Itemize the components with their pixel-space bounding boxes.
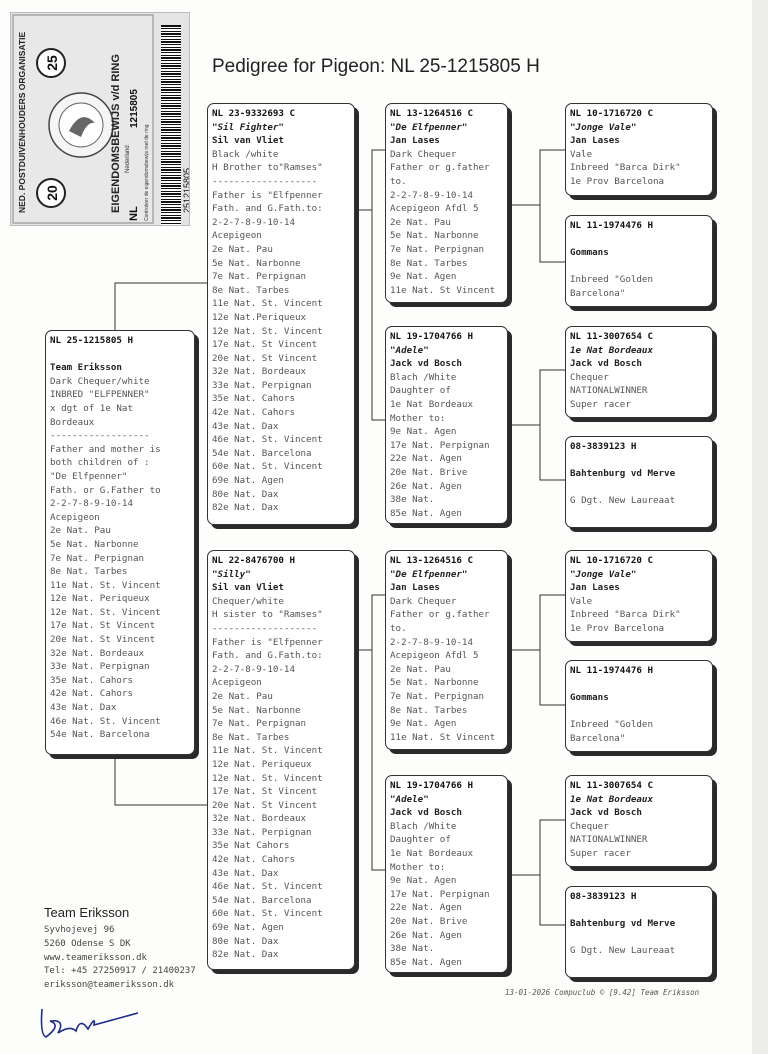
pedigree-line: NATIONALWINNER [570, 834, 648, 846]
breeder-name: Jack vd Bosch [570, 807, 642, 819]
pedigree-line: ------------------ [50, 430, 150, 442]
pedigree-line: Acepigeon [212, 230, 262, 242]
pedigree-line: 82e Nat. Dax [212, 502, 279, 514]
pedigree-line: Inbreed "Golden [570, 719, 653, 731]
pedigree-line: 54e Nat. Barcelona [212, 894, 312, 906]
pedigree-line: 43e Nat. Dax [50, 702, 117, 714]
pedigree-line: 26e Nat. Agen [390, 480, 462, 492]
pedigree-line: Super racer [570, 398, 631, 410]
spacer [570, 678, 712, 692]
pedigree-line: 33e Nat. Perpignan [212, 379, 312, 391]
footer-web[interactable]: www.teameriksson.dk [44, 953, 147, 963]
ring-doc-text: EIGENDOMSBEWIJS v/d RING [110, 54, 122, 213]
pedigree-line: 2e Nat. Pau [212, 690, 273, 702]
pedigree-line: Fath. and G.Fath.to: [212, 203, 323, 215]
pigeon-name: "De Elfpenner" [390, 121, 468, 133]
card-father[interactable] [207, 103, 355, 525]
pedigree-line: 80e Nat. Dax [212, 488, 279, 500]
ring-id: NL 11-3007654 C [570, 331, 653, 342]
footer-tel: Tel: +45 27250917 / 21400237 [44, 966, 196, 976]
pedigree-line: Chequer [570, 371, 609, 383]
pedigree-line: Barcelona" [570, 732, 626, 744]
pigeon-name: 1e Nat Bordeaux [570, 793, 653, 805]
pedigree-line: 5e Nat. Narbonne [212, 257, 301, 269]
pedigree-line: 85e Nat. Agen [390, 507, 462, 519]
card-mfm[interactable] [565, 660, 713, 752]
pedigree-line: 2-2-7-8-9-10-14 [212, 216, 295, 228]
pedigree-line: 22e Nat. Agen [390, 453, 462, 465]
card-fff[interactable] [565, 103, 713, 196]
pedigree-line: 11e Nat. St. Vincent [50, 579, 161, 591]
breeder-name: Gommans [570, 247, 609, 259]
pedigree-line: 5e Nat. Narbonne [390, 230, 479, 242]
ring-country: NL [128, 206, 140, 221]
card-mmm[interactable] [565, 886, 713, 978]
pedigree-line: Inbreed "Barca Dirk" [570, 609, 681, 621]
pedigree-line: Dark Chequer/white [50, 375, 150, 387]
pedigree-line: 1e Nat Bordeaux [390, 398, 473, 410]
pedigree-line: 7e Nat. Perpignan [212, 271, 307, 283]
page-title: Pedigree for Pigeon: NL 25-1215805 H [212, 56, 540, 77]
card-mff[interactable] [565, 550, 713, 642]
pedigree-line: Fath. or G.Father to [50, 484, 161, 496]
pedigree-line: 22e Nat. Agen [390, 902, 462, 914]
pigeon-name: "De Elfpenner" [390, 568, 468, 580]
spacer [570, 481, 712, 495]
breeder-name: Gommans [570, 692, 609, 704]
pedigree-line: 38e Nat. [390, 494, 435, 506]
pedigree-line: 32e Nat. Bordeaux [212, 366, 307, 378]
pedigree-line: 43e Nat. Dax [212, 867, 279, 879]
pedigree-line: Blach /White [390, 371, 457, 383]
pigeon-name: "Jonge Vale" [570, 568, 637, 580]
pedigree-line: Acepigeon [50, 511, 100, 523]
card-subject[interactable] [45, 330, 195, 755]
ring-id: NL 10-1716720 C [570, 108, 653, 119]
pedigree-line: 2-2-7-8-9-10-14 [212, 663, 295, 675]
pedigree-line: 80e Nat. Dax [212, 935, 279, 947]
pedigree-line: Blach /White [390, 820, 457, 832]
pedigree-line: 20e Nat. St Vincent [50, 634, 156, 646]
pedigree-line: 8e Nat. Tarbes [390, 704, 468, 716]
pedigree-line: 5e Nat. Narbonne [50, 538, 139, 550]
breeder-name: Jack vd Bosch [570, 358, 642, 370]
pedigree-line: 17e Nat. St Vincent [212, 786, 318, 798]
pedigree-line: G Dgt. New Laureaat [570, 945, 676, 957]
pedigree-line: 17e Nat. St Vincent [212, 339, 318, 351]
pedigree-line: Black /white [212, 148, 279, 160]
pedigree-line: Vale [570, 595, 593, 607]
pigeon-name: "Adele" [390, 793, 429, 805]
pedigree-line: 1e Prov Barcelona [570, 622, 665, 634]
pedigree-line: 2-2-7-8-9-10-14 [50, 498, 133, 510]
pedigree-line: Mother to: [390, 412, 446, 424]
pedigree-line: 12e Nat. St. Vincent [50, 606, 161, 618]
pedigree-line: Chequer [570, 820, 609, 832]
pedigree-line: 9e Nat. Agen [390, 875, 457, 887]
ring-id: NL 23-9332693 C [212, 108, 295, 119]
pedigree-line: Vale [570, 148, 593, 160]
pedigree-line: Father is "Elfpenner [212, 189, 323, 201]
spacer [570, 705, 712, 719]
barcode-number: 251215805 [182, 167, 192, 213]
footer-email[interactable]: eriksson@teameriksson.dk [44, 980, 175, 990]
footer-city: 5260 Odense S DK [44, 939, 131, 949]
ring-id: NL 11-3007654 C [570, 780, 653, 791]
pedigree-line: Father or g.father [390, 609, 490, 621]
pedigree-line: 20e Nat. St Vincent [212, 799, 318, 811]
pedigree-line: 35e Nat. Cahors [212, 393, 295, 405]
card-fmf[interactable] [565, 326, 713, 418]
pedigree-line: 69e Nat. Agen [212, 475, 284, 487]
ring-id: 08-3839123 H [570, 441, 637, 452]
pedigree-line: 7e Nat. Perpignan [390, 690, 485, 702]
footer-stamp: 13-01-2026 Compuclub © [9.42] Team Eriksson [505, 988, 700, 997]
pedigree-line: Acepigeon [212, 677, 262, 689]
ring-id: NL 19-1704766 H [390, 780, 473, 791]
pedigree-line: 2e Nat. Pau [390, 216, 451, 228]
pedigree-line: NATIONALWINNER [570, 385, 648, 397]
spacer [570, 233, 712, 247]
card-fmm[interactable] [565, 436, 713, 528]
pigeon-name: "Adele" [390, 344, 429, 356]
pedigree-line: 5e Nat. Narbonne [212, 704, 301, 716]
pedigree-line: x dgt of 1e Nat [50, 402, 133, 414]
pedigree-line: ------------------- [212, 175, 318, 187]
pedigree-line: 32e Nat. Bordeaux [50, 647, 145, 659]
pedigree-line: Father and mother is [50, 443, 161, 455]
pedigree-line: 20e Nat. Brive [390, 915, 468, 927]
pedigree-line: 17e Nat. Perpignan [390, 439, 490, 451]
pedigree-line: 11e Nat. St. Vincent [212, 745, 323, 757]
pedigree-line: Fath. and G.Fath.to: [212, 650, 323, 662]
pedigree-line: 12e Nat. St. Vincent [212, 772, 323, 784]
breeder-name: Sil van Vliet [212, 135, 284, 147]
pedigree-line: ------------------- [212, 622, 318, 634]
ring-note: Controleer de eigendomsbewijs met de ring [144, 124, 150, 221]
pedigree-line: 20e Nat. Brive [390, 466, 468, 478]
breeder-name: Jan Lases [570, 582, 620, 594]
pedigree-line: 46e Nat. St. Vincent [212, 881, 323, 893]
pigeon-name: 1e Nat Bordeaux [570, 344, 653, 356]
pedigree-line: "De Elfpenner" [50, 470, 128, 482]
spacer [570, 260, 712, 274]
pedigree-line: 60e Nat. St. Vincent [212, 908, 323, 920]
ring-flag-text: Nederland [125, 145, 131, 173]
card-ffm[interactable] [565, 215, 713, 307]
card-mf[interactable] [385, 550, 508, 750]
ring-id: NL 25-1215805 H [50, 335, 133, 346]
pedigree-line: Super racer [570, 847, 631, 859]
pedigree-line: 11e Nat. St Vincent [390, 731, 496, 743]
ring-id: NL 10-1716720 C [570, 555, 653, 566]
pedigree-line: 35e Nat. Cahors [50, 674, 133, 686]
pedigree-line: 82e Nat. Dax [212, 949, 279, 961]
card-ff[interactable] [385, 103, 508, 303]
breeder-name: Team Eriksson [50, 362, 122, 374]
pedigree-line: 9e Nat. Agen [390, 426, 457, 438]
pedigree-line: 33e Nat. Perpignan [50, 661, 150, 673]
pedigree-line: Daughter of [390, 385, 451, 397]
card-mmf[interactable] [565, 775, 713, 867]
pedigree-line: to. [390, 175, 407, 187]
ring-id: NL 13-1264516 C [390, 555, 473, 566]
card-mother[interactable] [207, 550, 355, 970]
pedigree-line: 9e Nat. Agen [390, 271, 457, 283]
pedigree-line: 42e Nat. Cahors [212, 407, 295, 419]
ring-id: NL 22-8476700 H [212, 555, 295, 566]
pedigree-line: 1e Prov Barcelona [570, 175, 665, 187]
pedigree-line: 7e Nat. Perpignan [212, 718, 307, 730]
pedigree-line: 11e Nat. St. Vincent [212, 298, 323, 310]
spacer [50, 348, 194, 362]
pedigree-line: 11e Nat. St Vincent [390, 284, 496, 296]
pedigree-line: 2-2-7-8-9-10-14 [390, 189, 473, 201]
pedigree-line: 12e Nat. St. Vincent [212, 325, 323, 337]
pedigree-line: 32e Nat. Bordeaux [212, 813, 307, 825]
pedigree-line: 7e Nat. Perpignan [390, 243, 485, 255]
pedigree-line: Bordeaux [50, 416, 95, 428]
pedigree-line: 12e Nat. Periqueux [50, 593, 150, 605]
spacer [570, 904, 712, 918]
pedigree-line: H Brother to"Ramses" [212, 162, 323, 174]
pedigree-line: to. [390, 622, 407, 634]
pedigree-line: Father or g.father [390, 162, 490, 174]
pedigree-line: Daughter of [390, 834, 451, 846]
pedigree-line: Dark Chequer [390, 148, 457, 160]
pedigree-line: 12e Nat.Periqueux [212, 311, 307, 323]
breeder-name: Jan Lases [390, 582, 440, 594]
pedigree-line: Acepigeon Afdl 5 [390, 650, 479, 662]
pedigree-line: 5e Nat. Narbonne [390, 677, 479, 689]
ring-year-right: 25 [44, 55, 60, 71]
pedigree-line: Father is "Elfpenner [212, 636, 323, 648]
pedigree-line: Chequer/white [212, 595, 284, 607]
spacer [570, 454, 712, 468]
pedigree-line: 8e Nat. Tarbes [390, 257, 468, 269]
breeder-name: Jack vd Bosch [390, 358, 462, 370]
pedigree-line: 85e Nat. Agen [390, 956, 462, 968]
pedigree-line: 26e Nat. Agen [390, 929, 462, 941]
pedigree-line: 1e Nat Bordeaux [390, 847, 473, 859]
pedigree-line: 8e Nat. Tarbes [212, 284, 290, 296]
ring-year-left: 20 [44, 185, 60, 201]
pedigree-line: 54e Nat. Barcelona [50, 729, 150, 741]
pedigree-line: 2e Nat. Pau [212, 243, 273, 255]
pedigree-line: 42e Nat. Cahors [212, 854, 295, 866]
ring-id: NL 11-1974476 H [570, 665, 653, 676]
footer-team-name: Team Eriksson [44, 905, 130, 920]
pedigree-line: 8e Nat. Tarbes [212, 731, 290, 743]
pedigree-line: 20e Nat. St Vincent [212, 352, 318, 364]
ring-org-text: NED. POSTDUIVENHOUDERS ORGANISATIE [17, 31, 27, 213]
pedigree-line: 46e Nat. St. Vincent [212, 434, 323, 446]
pigeon-name: "Jonge Vale" [570, 121, 637, 133]
pedigree-line: 69e Nat. Agen [212, 922, 284, 934]
pedigree-line: H sister to "Ramses" [212, 609, 323, 621]
pedigree-line: both children of : [50, 457, 150, 469]
pedigree-line: Acepigeon Afdl 5 [390, 203, 479, 215]
ring-id: NL 13-1264516 C [390, 108, 473, 119]
pedigree-line: 2-2-7-8-9-10-14 [390, 636, 473, 648]
breeder-name: Jan Lases [390, 135, 440, 147]
pedigree-line: 17e Nat. St Vincent [50, 620, 156, 632]
pigeon-name: "Sil Fighter" [212, 121, 284, 133]
pedigree-line: Mother to: [390, 861, 446, 873]
pigeon-name: "Silly" [212, 568, 251, 580]
ring-id: NL 19-1704766 H [390, 331, 473, 342]
ring-id: 08-3839123 H [570, 891, 637, 902]
breeder-name: Bahtenburg vd Merve [570, 468, 676, 480]
ring-id: NL 11-1974476 H [570, 220, 653, 231]
pedigree-line: 12e Nat. Periqueux [212, 758, 312, 770]
pedigree-line: 2e Nat. Pau [390, 663, 451, 675]
pedigree-line: 8e Nat. Tarbes [50, 566, 128, 578]
pedigree-line: 43e Nat. Dax [212, 420, 279, 432]
pedigree-line: Barcelona" [570, 287, 626, 299]
pedigree-line: 38e Nat. [390, 943, 435, 955]
spacer [570, 931, 712, 945]
pedigree-line: 35e Nat Cahors [212, 840, 290, 852]
card-mm[interactable] [385, 775, 508, 973]
signature-icon [36, 995, 186, 1045]
pedigree-line: 42e Nat. Cahors [50, 688, 133, 700]
pedigree-line: Inbreed "Barca Dirk" [570, 162, 681, 174]
pedigree-line: 2e Nat. Pau [50, 525, 111, 537]
footer-street: Syvhojevej 96 [44, 925, 115, 935]
pedigree-line: INBRED "ELFPENNER" [50, 389, 150, 401]
pedigree-line: 60e Nat. St. Vincent [212, 461, 323, 473]
pedigree-line: 46e Nat. St. Vincent [50, 715, 161, 727]
pedigree-line: 7e Nat. Perpignan [50, 552, 145, 564]
card-fm[interactable] [385, 326, 508, 524]
pedigree-line: Dark Chequer [390, 595, 457, 607]
pedigree-line: Inbreed "Golden [570, 274, 653, 286]
pedigree-line: G Dgt. New Laureaat [570, 495, 676, 507]
breeder-name: Bahtenburg vd Merve [570, 918, 676, 930]
pedigree-line: 17e Nat. Perpignan [390, 888, 490, 900]
breeder-name: Sil van Vliet [212, 582, 284, 594]
breeder-name: Jan Lases [570, 135, 620, 147]
breeder-name: Jack vd Bosch [390, 807, 462, 819]
pedigree-line: 9e Nat. Agen [390, 718, 457, 730]
ring-number: 1215805 [129, 89, 140, 128]
pedigree-line: 54e Nat. Barcelona [212, 447, 312, 459]
pedigree-line: 33e Nat. Perpignan [212, 826, 312, 838]
